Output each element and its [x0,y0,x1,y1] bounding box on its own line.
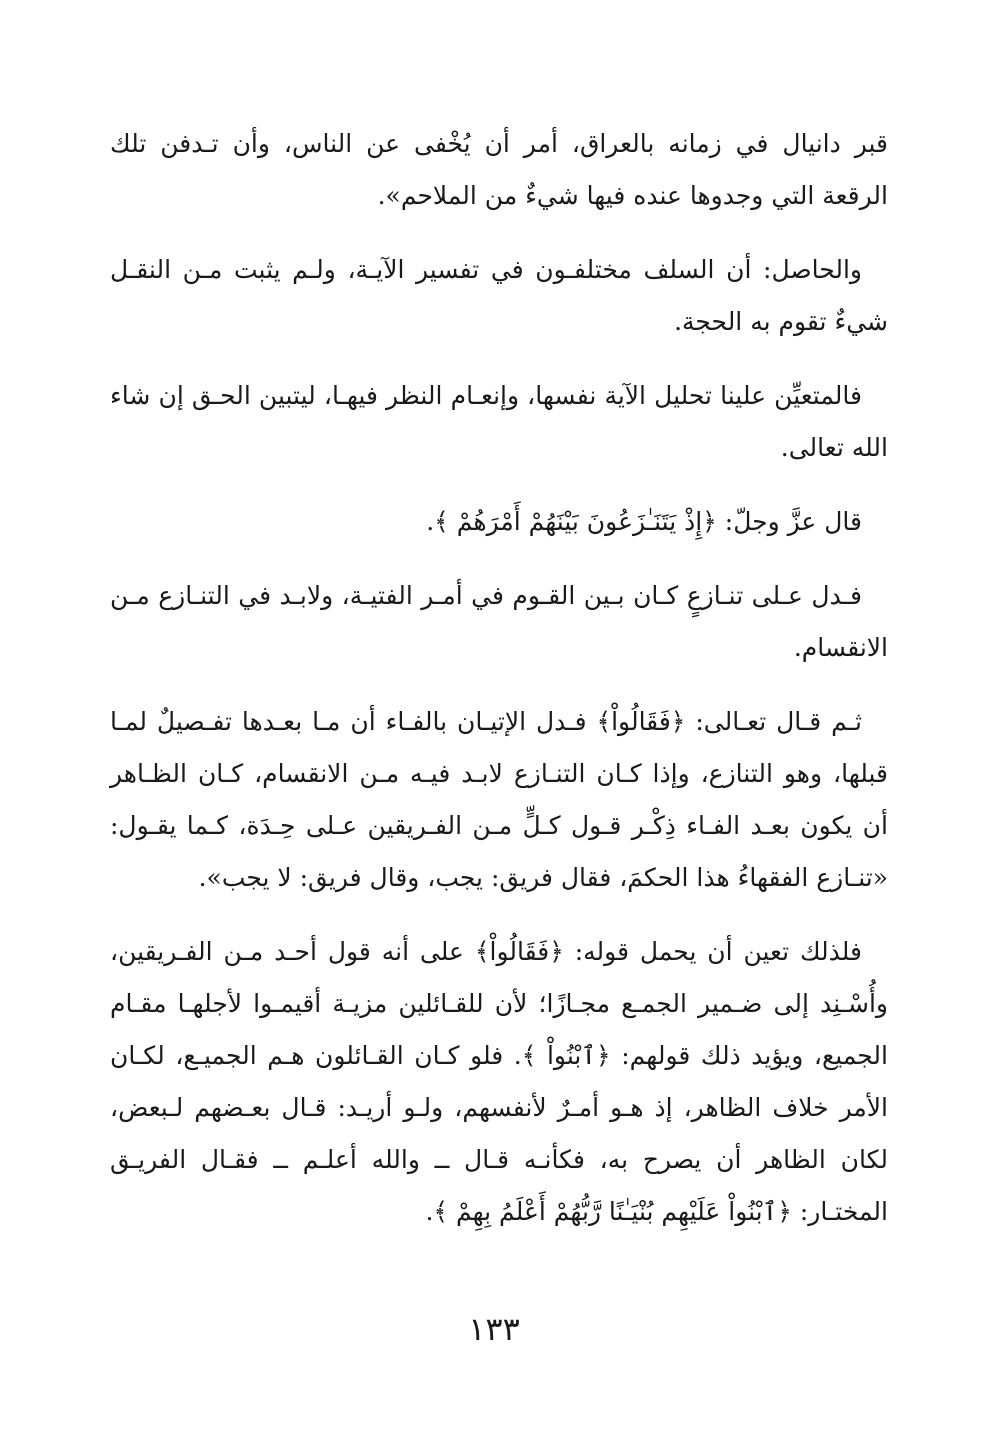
paragraph-2: والحاصل: أن السلف مختلفـون في تفسير الآيـة، ولـم يثبت مـن النقـل شيءٌ تقوم به الحجة. [110,255,888,336]
paragraph-5: فـدل عـلى تنـازعٍ كـان بـين القـوم في أمـر الفتيـة، ولابـد في التنـازع مـن الانقسام. [110,581,888,662]
paragraph-4-verse: قال عزَّ وجلّ: ﴿إِذْ يَتَنَـٰزَعُونَ بَيْنَهُمْ أَمْرَهُمْ ﴾. [426,507,862,536]
paragraph-7: فلذلك تعين أن يحمل قوله: ﴿فَقَالُواْ﴾ على أنه قول أحـد مـن الفـريقين، وأُسْـنِد إلى ضـمير الجمـع مجـازًا؛ لأن للقـائلين مزيـة أقيمـوا لأجلهـا مقـام الجميع، ويؤيد ذلك قولهم: ﴿ٱبْنُواْ ﴾. فلو كـان القـائلون هـم الجميـع، لكـان الأمر خلاف الظاهر، إذ هـو أمـرٌ لأنفسهم، ولـو أريـد: قـال بعـضهم لـبعض، لكان الظاهر أن يصرح به، فكأنـه قـال ــ والله أعلـم ــ فقـال الفريـق المختـار: ﴿ٱبْنُواْ عَلَيْهِم بُنْيَـٰنًا رَّبُّهُمْ أَعْلَمُ بِهِمْ ﴾. [110,937,888,1226]
paragraph-3: فالمتعيِّن علينا تحليل الآية نفسها، وإنعـام النظر فيهـا، ليتبين الحـق إن شاء الله تعالى. [110,381,888,462]
paragraph-1: قبر دانيال في زمانه بالعراق، أمر أن يُخْفى عن الناس، وأن تـدفن تلك الرقعة التي وجدوها عنده فيها شيءٌ من الملاحم». [110,129,888,210]
body-text [110,118,888,1260]
paragraph-6: ثـم قـال تعـالى: ﴿فَقَالُواْ﴾ فـدل الإتيـان بالفـاء أن مـا بعـدها تفـصيلٌ لمـا قبلها، وهو التنازع، وإذا كـان التنـازع لابـد فيـه مـن الانقسام، كـان الظـاهر أن يكون بعـد الفـاء ذِكْـر قـول كـلٍّ مـن الفـريقين عـلى حِـدَة، كـما يقـول: «تنـازع الفقهاءُ هذا الحكمَ، فقال فريق: يجب، وقال فريق: لا يجب». [110,707,888,892]
page-number: ١٣٣ [468,1310,520,1348]
